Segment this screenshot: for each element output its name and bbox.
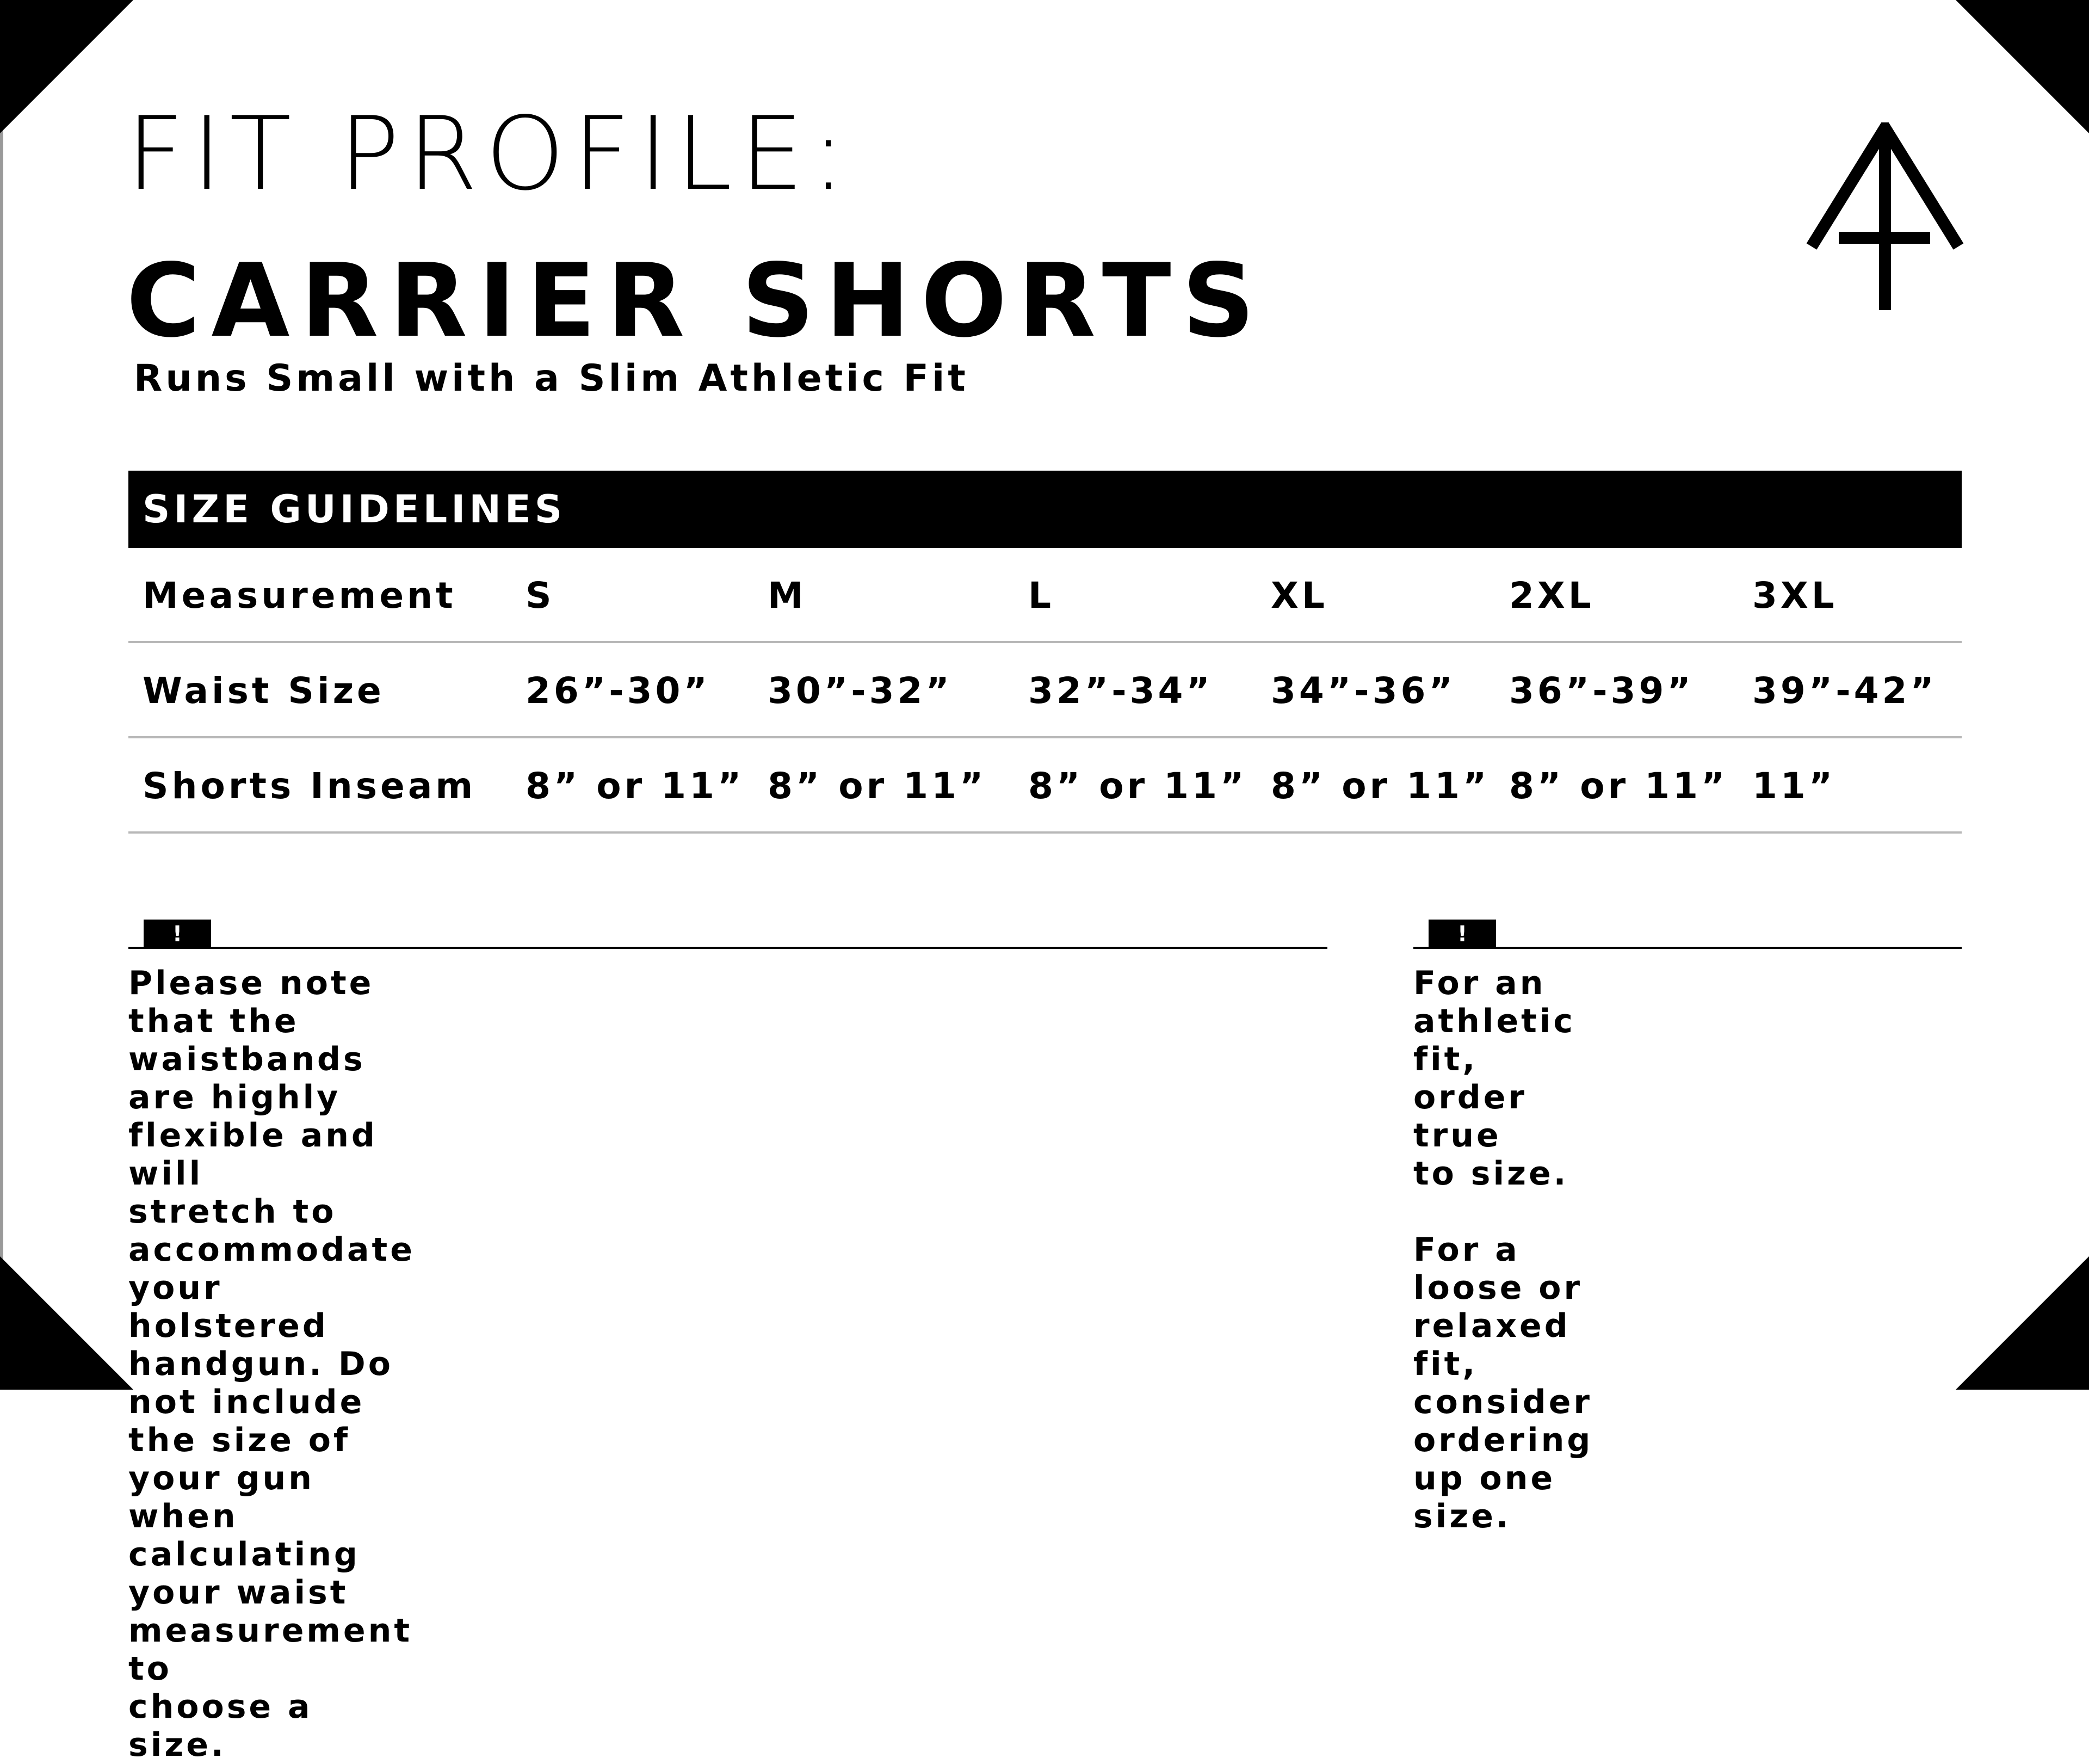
row-label: Shorts Inseam [143, 765, 477, 807]
column-header: S [526, 575, 555, 616]
table-cell: 8” or 11” [526, 765, 745, 807]
table-cell: 8” or 11” [768, 765, 987, 807]
size-table [128, 548, 1962, 834]
table-cell: 36”-39” [1509, 670, 1694, 712]
page-title-line-1: FIT PROFILE: [126, 95, 854, 213]
column-header: 3XL [1752, 575, 1838, 616]
table-row [128, 643, 1962, 738]
alert-icon: ! [1429, 920, 1496, 949]
row-label: Waist Size [143, 670, 385, 712]
size-guidelines-header [128, 471, 1962, 548]
corner-decoration-top-right [1956, 0, 2089, 133]
table-header-row [128, 548, 1962, 643]
column-header: M [768, 575, 807, 616]
corner-decoration-top-left [0, 0, 133, 133]
corner-decoration-bottom-left [0, 1256, 133, 1390]
column-header: 2XL [1509, 575, 1594, 616]
size-guidelines-title: SIZE GUIDELINES [143, 487, 566, 532]
alert-icon: ! [144, 920, 211, 949]
table-cell: 30”-32” [768, 670, 953, 712]
table-cell: 8” or 11” [1509, 765, 1728, 807]
table-cell: 26”-30” [526, 670, 710, 712]
table-row [128, 738, 1962, 834]
note-text: For an athletic fit, order true to size. For a loose or relaxed fit, consider ordering up one size. [1413, 964, 1593, 1535]
column-header: Measurement [143, 575, 456, 616]
note-divider [128, 947, 1327, 949]
table-cell: 39”-42” [1752, 670, 1937, 712]
table-cell: 34”-36” [1271, 670, 1456, 712]
table-cell: 8” or 11” [1271, 765, 1490, 807]
fit-subtitle: Runs Small with a Slim Athletic Fit [134, 357, 969, 400]
column-header: L [1028, 575, 1055, 616]
table-cell: 8” or 11” [1028, 765, 1247, 807]
table-cell: 32”-34” [1028, 670, 1213, 712]
table-cell: 11” [1752, 765, 1836, 807]
page-title-product: CARRIER SHORTS [126, 242, 1266, 360]
column-header: XL [1271, 575, 1328, 616]
corner-decoration-bottom-right [1956, 1256, 2089, 1390]
arrow-cross-logo-icon [1806, 122, 1964, 313]
note-text: Please note that the waistbands are highly flexible and will stretch to accommodate your holstered handgun. Do not include the size of your gun when calculating your waist measurement to choose a size. [128, 964, 415, 1764]
